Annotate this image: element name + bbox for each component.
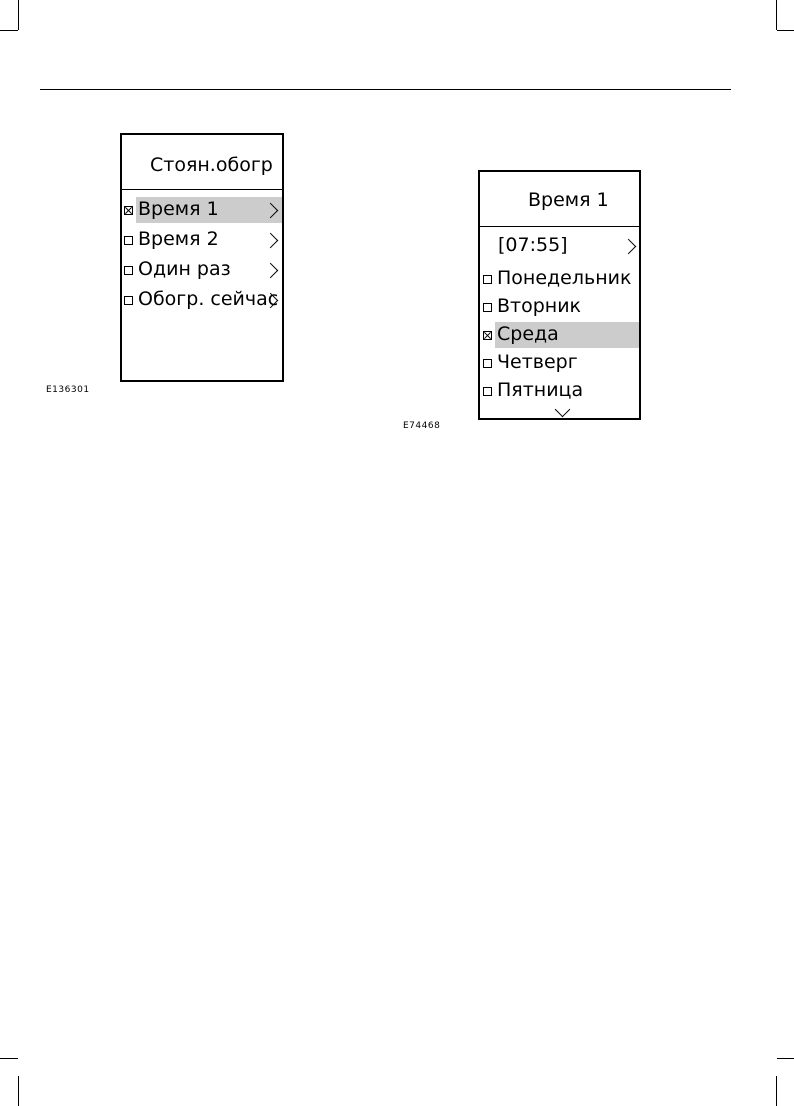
screen-title-text: Стоян.обогр bbox=[150, 154, 273, 176]
list-item[interactable] bbox=[480, 321, 639, 349]
list-item-label: Понедельник bbox=[497, 267, 632, 289]
list-item[interactable] bbox=[480, 377, 639, 405]
screen-title bbox=[480, 172, 639, 227]
list-item-label: Время 2 bbox=[138, 228, 219, 250]
checkbox-icon[interactable] bbox=[483, 387, 492, 396]
crop-mark bbox=[18, 0, 19, 30]
time-setting-row[interactable] bbox=[480, 232, 639, 260]
crop-mark bbox=[18, 1076, 19, 1106]
crop-mark bbox=[0, 1058, 18, 1059]
display-screen-time-1 bbox=[478, 170, 641, 420]
list-item-label: Один раз bbox=[138, 258, 231, 280]
list-item[interactable] bbox=[122, 196, 282, 224]
list-item[interactable] bbox=[122, 286, 282, 314]
screen-title-text: Время 1 bbox=[528, 189, 609, 211]
list-item-label: Обогр. сейчас bbox=[138, 288, 279, 310]
crop-mark bbox=[776, 1076, 777, 1106]
list-item[interactable] bbox=[480, 265, 639, 293]
time-value: [07:55] bbox=[498, 234, 568, 256]
checkbox-icon[interactable] bbox=[124, 236, 133, 245]
chevron-right-icon bbox=[263, 263, 279, 279]
crop-mark bbox=[0, 30, 18, 31]
list-item[interactable] bbox=[122, 226, 282, 254]
list-item[interactable] bbox=[122, 256, 282, 284]
list-item[interactable] bbox=[480, 293, 639, 321]
list-item-label: Среда bbox=[497, 323, 559, 345]
checkbox-icon[interactable] bbox=[483, 359, 492, 368]
display-screen-parking-heater bbox=[120, 133, 284, 382]
checkbox-icon[interactable] bbox=[483, 303, 492, 312]
list-item[interactable] bbox=[480, 349, 639, 377]
crop-mark bbox=[776, 0, 777, 30]
checkbox-icon[interactable] bbox=[483, 275, 492, 284]
chevron-right-icon bbox=[263, 233, 279, 249]
list-item-label: Вторник bbox=[497, 295, 582, 317]
screen-title bbox=[122, 135, 282, 190]
figure-code: E136301 bbox=[46, 385, 90, 395]
chevron-right-icon bbox=[621, 239, 637, 255]
list-item-label: Пятница bbox=[497, 379, 584, 401]
checkbox-icon[interactable] bbox=[124, 266, 133, 275]
checkbox-checked-icon[interactable] bbox=[124, 206, 133, 215]
list-item-label: Четверг bbox=[497, 351, 578, 373]
list-item-label: Время 1 bbox=[138, 198, 219, 220]
crop-mark bbox=[777, 1058, 794, 1059]
header-rule bbox=[40, 89, 731, 90]
figure-code: E74468 bbox=[403, 421, 441, 431]
checkbox-icon[interactable] bbox=[124, 296, 133, 305]
checkbox-checked-icon[interactable] bbox=[483, 331, 492, 340]
crop-mark bbox=[777, 30, 794, 31]
